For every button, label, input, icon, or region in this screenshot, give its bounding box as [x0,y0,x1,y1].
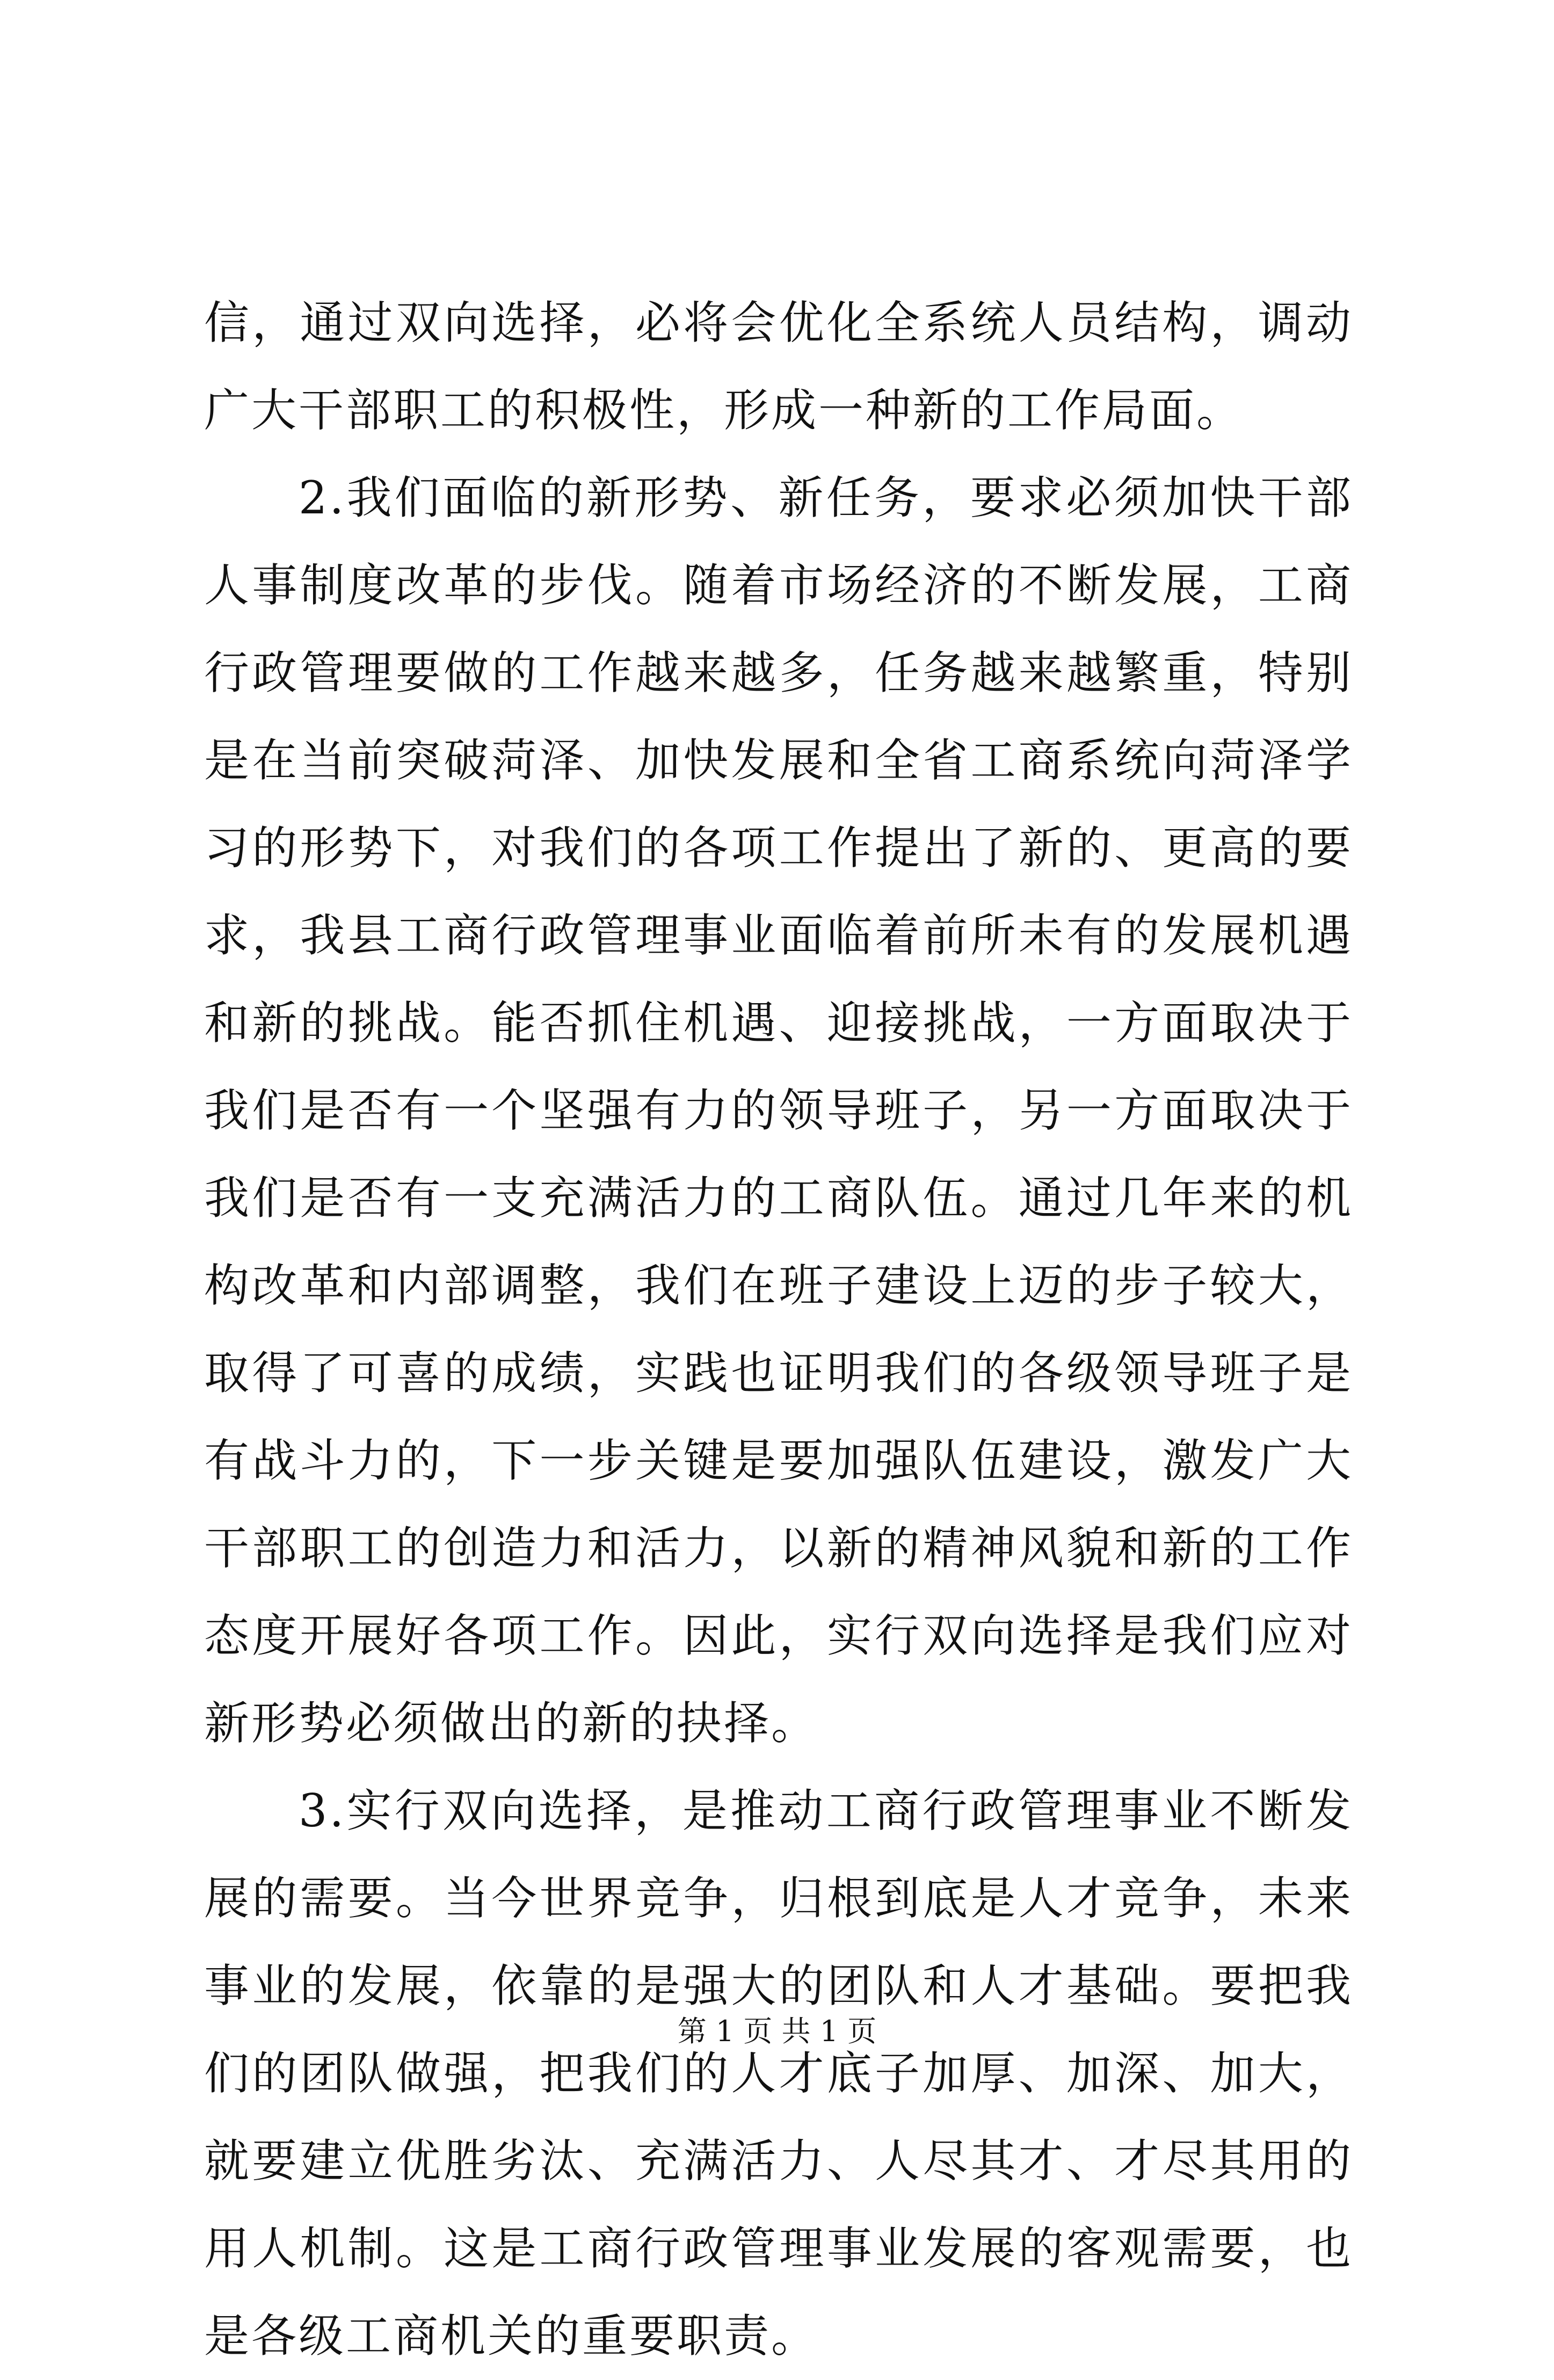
paragraph-continuation: 信，通过双向选择，必将会优化全系统人员结构，调动广大干部职工的积极性，形成一种新的工作局面。 [204,296,1353,437]
paragraph-3: 3.实行双向选择，是推动工商行政管理事业不断发展的需要。当今世界竞争，归根到底是人才竞争，未来事业的发展，依靠的是强大的团队和人才基础。要把我们的团队做强，把我们的人才底子加厚、加深、加大，就要建立优胜劣汰、充满活力、人尽其才、才尽其用的用人机制。这是工商行政管理事业发展的客观需要，也是各级工商机关的重要职责。 [204,1784,1353,2362]
document-body [204,279,1353,2380]
page-footer: 第 1 页 共 1 页 [677,2014,877,2048]
paragraph-2: 2.我们面临的新形势、新任务，要求必须加快干部人事制度改革的步伐。随着市场经济的不断发展，工商行政管理要做的工作越来越多，任务越来越繁重，特别是在当前突破菏泽、加快发展和全省工商系统向菏泽学习的形势下，对我们的各项工作提出了新的、更高的要求，我县工商行政管理事业面临着前所未有的发展机遇和新的挑战。能否抓住机遇、迎接挑战，一方面取决于我们是否有一个坚强有力的领导班子，另一方面取决于我们是否有一支充满活力的工商队伍。通过几年来的机构改革和内部调整，我们在班子建设上迈的步子较大，取得了可喜的成绩，实践也证明我们的各级领导班子是有战斗力的，下一步关键是要加强队伍建设，激发广大干部职工的创造力和活力，以新的精神风貌和新的工作态度开展好各项工作。因此，实行双向选择是我们应对新形势必须做出的新的抉择。 [204,471,1353,1750]
